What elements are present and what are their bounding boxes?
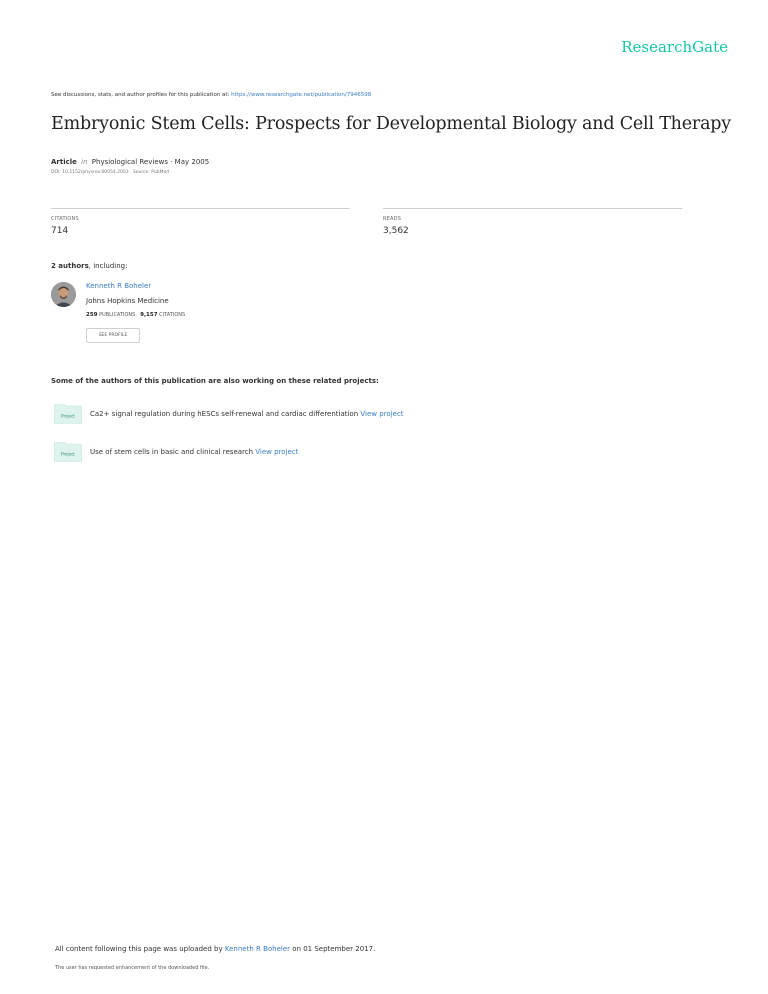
view-project-link[interactable]: View project (255, 448, 299, 456)
author-name-link[interactable]: Kenneth R Boheler (86, 282, 152, 290)
uploader-link[interactable]: Kenneth R Boheler (224, 945, 291, 953)
reads-divider (383, 208, 682, 209)
author-publications-label: PUBLICATIONS (99, 312, 136, 318)
citations-label: CITATIONS (51, 216, 79, 222)
author-avatar[interactable] (51, 282, 76, 307)
doi-source: DOI: 10.1152/physrev.00054.2003 · Source: PubMed (51, 170, 170, 175)
author-institution: Johns Hopkins Medicine (86, 297, 169, 305)
view-project-link[interactable]: View project (360, 410, 404, 418)
authors-heading (51, 262, 127, 270)
citations-value: 714 (51, 226, 69, 236)
publication-url-line (51, 92, 371, 98)
journal-date: Physiological Reviews · May 2005 (91, 158, 210, 166)
author-citations-label: CITATIONS (159, 312, 186, 318)
author-citations-count: 9,157 (140, 312, 158, 318)
project-title: Ca2+ signal regulation during hESCs self-renewal and cardiac differentiation (90, 410, 359, 418)
project-title: Use of stem cells in basic and clinical research (90, 448, 254, 456)
upload-suffix: on 01 September 2017. (292, 945, 376, 953)
reads-label: READS (383, 216, 402, 222)
project-folder-icon (54, 442, 82, 462)
article-type: Article (51, 158, 77, 166)
related-projects-heading: Some of the authors of this publication are also working on these related projects: (51, 377, 379, 385)
upload-notice (55, 945, 375, 953)
reads-value: 3,562 (383, 226, 409, 236)
enhancement-note: The user has requested enhancement of the downloaded file. (55, 965, 210, 971)
project-folder-icon (54, 404, 82, 424)
in-word: in (81, 158, 88, 166)
author-publications-count: 259 (86, 312, 98, 318)
citations-divider (51, 208, 350, 209)
upload-prefix: All content following this page was uploaded by (55, 945, 223, 953)
project-item (90, 448, 298, 456)
researchgate-logo[interactable]: ResearchGate (621, 38, 728, 56)
author-stats (86, 312, 185, 318)
publication-title: Embryonic Stem Cells: Prospects for Developmental Biology and Cell Therapy (51, 114, 731, 134)
authors-count: 2 authors (51, 262, 89, 270)
publication-url-link[interactable]: https://www.researchgate.net/publication/7946598 (231, 92, 372, 98)
author-photo-icon (51, 282, 76, 307)
svg-text:Project: Project (61, 451, 75, 457)
see-discussions-text: See discussions, stats, and author profiles for this publication at: (51, 92, 230, 98)
svg-text:Project: Project (61, 413, 75, 419)
authors-including: , including: (88, 262, 128, 270)
see-profile-button[interactable]: SEE PROFILE (86, 328, 140, 343)
article-meta (51, 158, 209, 166)
project-item (90, 410, 404, 418)
